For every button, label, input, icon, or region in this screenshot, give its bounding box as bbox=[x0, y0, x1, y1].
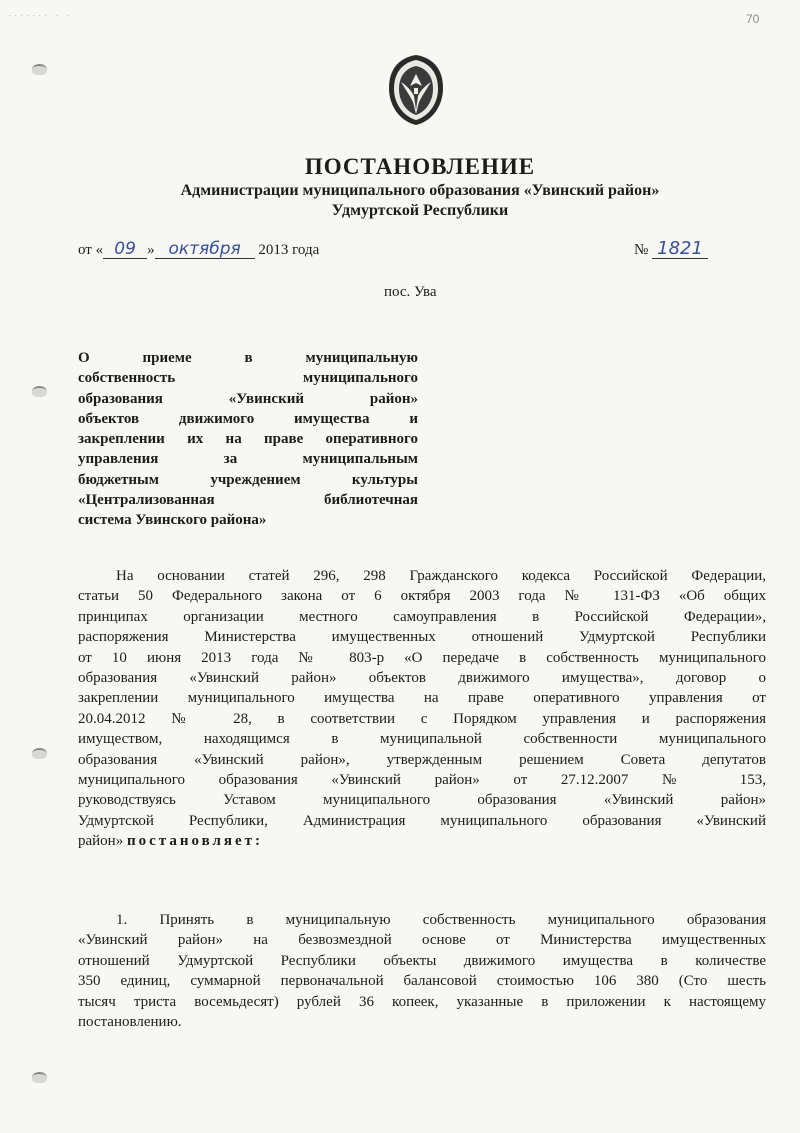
subject-line: закреплении их на праве оперативного bbox=[78, 431, 418, 448]
paragraph-line: от 10 июня 2013 года № 803-р «О передаче в собственность муниципального bbox=[78, 649, 766, 666]
scan-mark: ······· · · bbox=[8, 10, 73, 20]
paragraph-line: тысяч триста восемьдесят) рублей 36 копеек, указанные в приложении к настоящему bbox=[78, 993, 766, 1010]
issuer-line: Администрации муниципального образования «Увинский район» bbox=[180, 182, 660, 199]
paragraph-line: постановлению. bbox=[78, 1014, 182, 1031]
paragraph-line: закреплении муниципального имущества на праве оперативного управления от bbox=[78, 690, 766, 707]
paragraph-line: руководствуясь Уставом муниципального образования «Увинский район» bbox=[78, 792, 766, 809]
punch-hole-icon bbox=[32, 64, 47, 75]
paragraph-line: принципах организации местного самоуправления в Российской Федерации», bbox=[78, 608, 766, 625]
decree-prefix: район» bbox=[78, 833, 124, 850]
paragraph-line: На основании статей 296, 298 Гражданского кодекса Российской Федерации, bbox=[116, 568, 766, 584]
subject-line: собственность муниципального bbox=[78, 370, 418, 387]
subject-line: управления за муниципальным bbox=[78, 451, 418, 468]
date-year: 2013 года bbox=[258, 242, 320, 258]
udmurtia-emblem-icon bbox=[384, 52, 448, 128]
punch-hole-icon bbox=[32, 386, 47, 397]
paragraph-line: «Увинский район» на безвозмездной основе от Министерства имущественных bbox=[78, 932, 766, 949]
paragraph-line: образования «Увинский район» объектов движимого имущества», договор о bbox=[78, 670, 766, 687]
number-prefix: № bbox=[634, 242, 649, 258]
number-value: 1821 bbox=[652, 240, 708, 259]
page-number: 70 bbox=[746, 12, 760, 26]
paragraph-line: Удмуртской Республики, Администрация муниципального образования «Увинский bbox=[78, 812, 766, 829]
region-line: Удмуртской Республики bbox=[331, 202, 509, 219]
subject-line: «Централизованная библиотечная bbox=[78, 492, 418, 509]
paragraph-line: 20.04.2012 № 28, в соответствии с Порядком управления и распоряжения bbox=[78, 710, 766, 727]
punch-hole-icon bbox=[32, 748, 47, 759]
paragraph-line: распоряжения Министерства имущественных отношений Удмуртской Республики bbox=[78, 629, 766, 646]
paragraph-line: муниципального образования «Увинский район» от 27.12.2007 № 153, bbox=[78, 772, 766, 789]
subject-line: бюджетным учреждением культуры bbox=[78, 471, 418, 488]
date-quote: » bbox=[147, 242, 155, 258]
paragraph-line: 1. Принять в муниципальную собственность муниципального образования bbox=[116, 912, 766, 928]
clause-1-paragraph bbox=[78, 910, 766, 1032]
paragraph-line: отношений Удмуртской Республики объекты движимого имущества в количестве bbox=[78, 952, 766, 969]
paragraph-line: имуществом, находящимся в муниципальной собственности муниципального bbox=[78, 731, 766, 748]
paragraph-line: образования «Увинский район», утвержденным решением Совета депутатов bbox=[78, 751, 766, 768]
document-subject bbox=[78, 348, 418, 531]
document-title: ПОСТАНОВЛЕНИЕ bbox=[304, 154, 536, 179]
subject-line: система Увинского района» bbox=[78, 512, 267, 529]
place-of-issue: пос. Ува bbox=[384, 284, 437, 300]
decree-word: постановляет: bbox=[126, 833, 264, 850]
subject-line: О приеме в муниципальную bbox=[78, 350, 418, 366]
subject-line: образования «Увинский район» bbox=[78, 390, 418, 407]
document-date bbox=[78, 240, 319, 259]
date-month: октября bbox=[155, 240, 255, 259]
date-day: 09 bbox=[103, 240, 147, 259]
paragraph-line bbox=[78, 831, 766, 851]
preamble-paragraph bbox=[78, 566, 766, 852]
document-number bbox=[634, 240, 708, 259]
paragraph-line: статьи 50 Федерального закона от 6 октября 2003 года № 131-ФЗ «Об общих bbox=[78, 588, 766, 605]
date-prefix: от « bbox=[78, 242, 104, 258]
paragraph-line: 350 единиц, суммарной первоначальной балансовой стоимостью 106 380 (Сто шесть bbox=[78, 973, 766, 990]
punch-hole-icon bbox=[32, 1072, 47, 1083]
subject-line: объектов движимого имущества и bbox=[78, 410, 418, 427]
